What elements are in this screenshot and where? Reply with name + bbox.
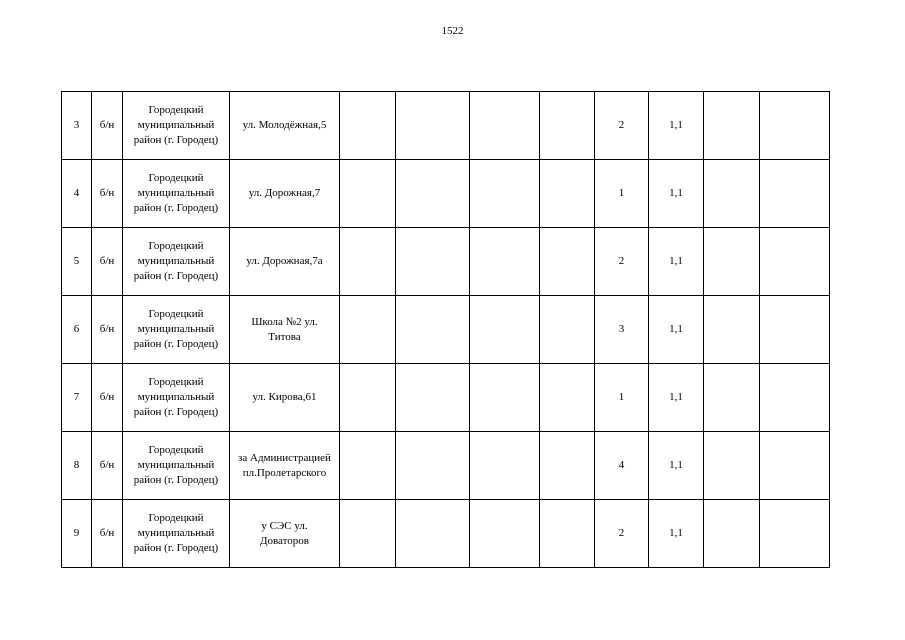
district-line: Городецкий [148,172,204,184]
code-cell [92,432,123,500]
count: 4 [618,459,625,471]
address-cell [230,92,340,160]
district-cell [123,364,230,432]
address-line: Титова [268,330,301,343]
count-cell [595,296,649,364]
value: 1,1 [669,323,683,335]
address-line: ул. Дорожная,7 [248,187,321,199]
address-line: Школа №2 ул. [251,315,318,328]
value-cell [649,160,704,228]
count: 3 [618,323,625,335]
address-line: ул. Дорожная,7а [246,255,323,267]
code-cell [92,364,123,432]
address-line: за Администрацией [238,451,331,464]
empty-cell [704,500,760,568]
value: 1,1 [669,255,683,267]
empty-cell [340,160,396,228]
value-cell [649,500,704,568]
district-cell [123,228,230,296]
code-cell [92,228,123,296]
count-cell [595,92,649,160]
empty-cell [760,228,830,296]
empty-cell [704,432,760,500]
code: б/н [99,255,115,267]
empty-cell [470,500,540,568]
code: б/н [99,527,115,539]
table-row [62,92,830,160]
count: 2 [618,119,625,131]
empty-cell [470,296,540,364]
empty-cell [760,432,830,500]
address-line: ул. Молодёжная,5 [242,119,327,131]
empty-cell [340,228,396,296]
row-number-cell [62,500,92,568]
empty-cell [470,432,540,500]
address-line: Доваторов [259,534,309,547]
row-number: 6 [73,323,80,335]
district-line: муниципальный [137,323,215,335]
empty-cell [396,364,470,432]
district-line: муниципальный [137,255,215,267]
empty-cell [704,92,760,160]
district-line: Городецкий [148,308,204,320]
code-cell [92,160,123,228]
district-cell [123,92,230,160]
empty-cell [540,92,595,160]
district-line: Городецкий [148,104,204,116]
address-cell [230,296,340,364]
row-number: 8 [73,459,80,471]
count-cell [595,364,649,432]
table-row [62,364,830,432]
row-number-cell [62,160,92,228]
value: 1,1 [669,187,683,199]
count-cell [595,432,649,500]
data-table [61,91,830,568]
empty-cell [760,364,830,432]
empty-cell [704,160,760,228]
address-cell [230,160,340,228]
district-line: район (г. Городец) [133,134,219,146]
empty-cell [470,228,540,296]
empty-cell [704,364,760,432]
address-cell [230,364,340,432]
address-cell [230,432,340,500]
value-cell [649,228,704,296]
empty-cell [540,296,595,364]
value-cell [649,364,704,432]
district-line: Городецкий [148,240,204,252]
code: б/н [99,119,115,131]
district-cell [123,296,230,364]
empty-cell [340,500,396,568]
empty-cell [760,500,830,568]
row-number-cell [62,296,92,364]
empty-cell [396,296,470,364]
count: 1 [618,391,625,403]
code-cell [92,296,123,364]
code: б/н [99,323,115,335]
count: 2 [618,527,625,539]
district-cell [123,432,230,500]
district-line: район (г. Городец) [133,270,219,282]
value-cell [649,296,704,364]
empty-cell [396,228,470,296]
table-row [62,500,830,568]
table-row [62,296,830,364]
empty-cell [396,160,470,228]
value: 1,1 [669,527,683,539]
row-number-cell [62,432,92,500]
empty-cell [396,92,470,160]
code: б/н [99,459,115,471]
row-number: 3 [73,119,80,131]
empty-cell [540,364,595,432]
district-line: муниципальный [137,391,215,403]
row-number: 4 [73,187,80,199]
row-number: 7 [73,391,80,403]
row-number: 5 [73,255,80,267]
count-cell [595,160,649,228]
district-line: муниципальный [137,187,215,199]
district-line: район (г. Городец) [133,542,219,554]
empty-cell [340,432,396,500]
value: 1,1 [669,459,683,471]
empty-cell [540,228,595,296]
empty-cell [540,160,595,228]
count: 1 [618,187,625,199]
empty-cell [704,296,760,364]
empty-cell [396,500,470,568]
empty-cell [340,296,396,364]
value: 1,1 [669,119,683,131]
empty-cell [704,228,760,296]
value: 1,1 [669,391,683,403]
address-cell [230,228,340,296]
district-line: муниципальный [137,459,215,471]
address-line: пл.Пролетарского [242,466,327,479]
row-number-cell [62,228,92,296]
count: 2 [618,255,625,267]
district-line: муниципальный [137,527,215,539]
empty-cell [340,364,396,432]
code-cell [92,500,123,568]
empty-cell [340,92,396,160]
empty-cell [470,92,540,160]
address-line: у СЭС ул. [261,519,308,532]
district-line: район (г. Городец) [133,202,219,214]
empty-cell [540,500,595,568]
empty-cell [760,92,830,160]
empty-cell [470,364,540,432]
count-cell [595,500,649,568]
table-row [62,432,830,500]
table-row [62,160,830,228]
page-number: 1522 [441,25,464,37]
code: б/н [99,187,115,199]
empty-cell [470,160,540,228]
district-line: район (г. Городец) [133,406,219,418]
district-line: Городецкий [148,444,204,456]
empty-cell [760,160,830,228]
row-number: 9 [73,527,80,539]
district-line: Городецкий [148,376,204,388]
count-cell [595,228,649,296]
code: б/н [99,391,115,403]
empty-cell [540,432,595,500]
district-line: муниципальный [137,119,215,131]
district-line: Городецкий [148,512,204,524]
district-cell [123,500,230,568]
row-number-cell [62,364,92,432]
empty-cell [396,432,470,500]
value-cell [649,92,704,160]
district-cell [123,160,230,228]
address-line: ул. Кирова,61 [252,391,317,403]
address-cell [230,500,340,568]
value-cell [649,432,704,500]
code-cell [92,92,123,160]
empty-cell [760,296,830,364]
district-line: район (г. Городец) [133,474,219,486]
table-row [62,228,830,296]
district-line: район (г. Городец) [133,338,219,350]
row-number-cell [62,92,92,160]
